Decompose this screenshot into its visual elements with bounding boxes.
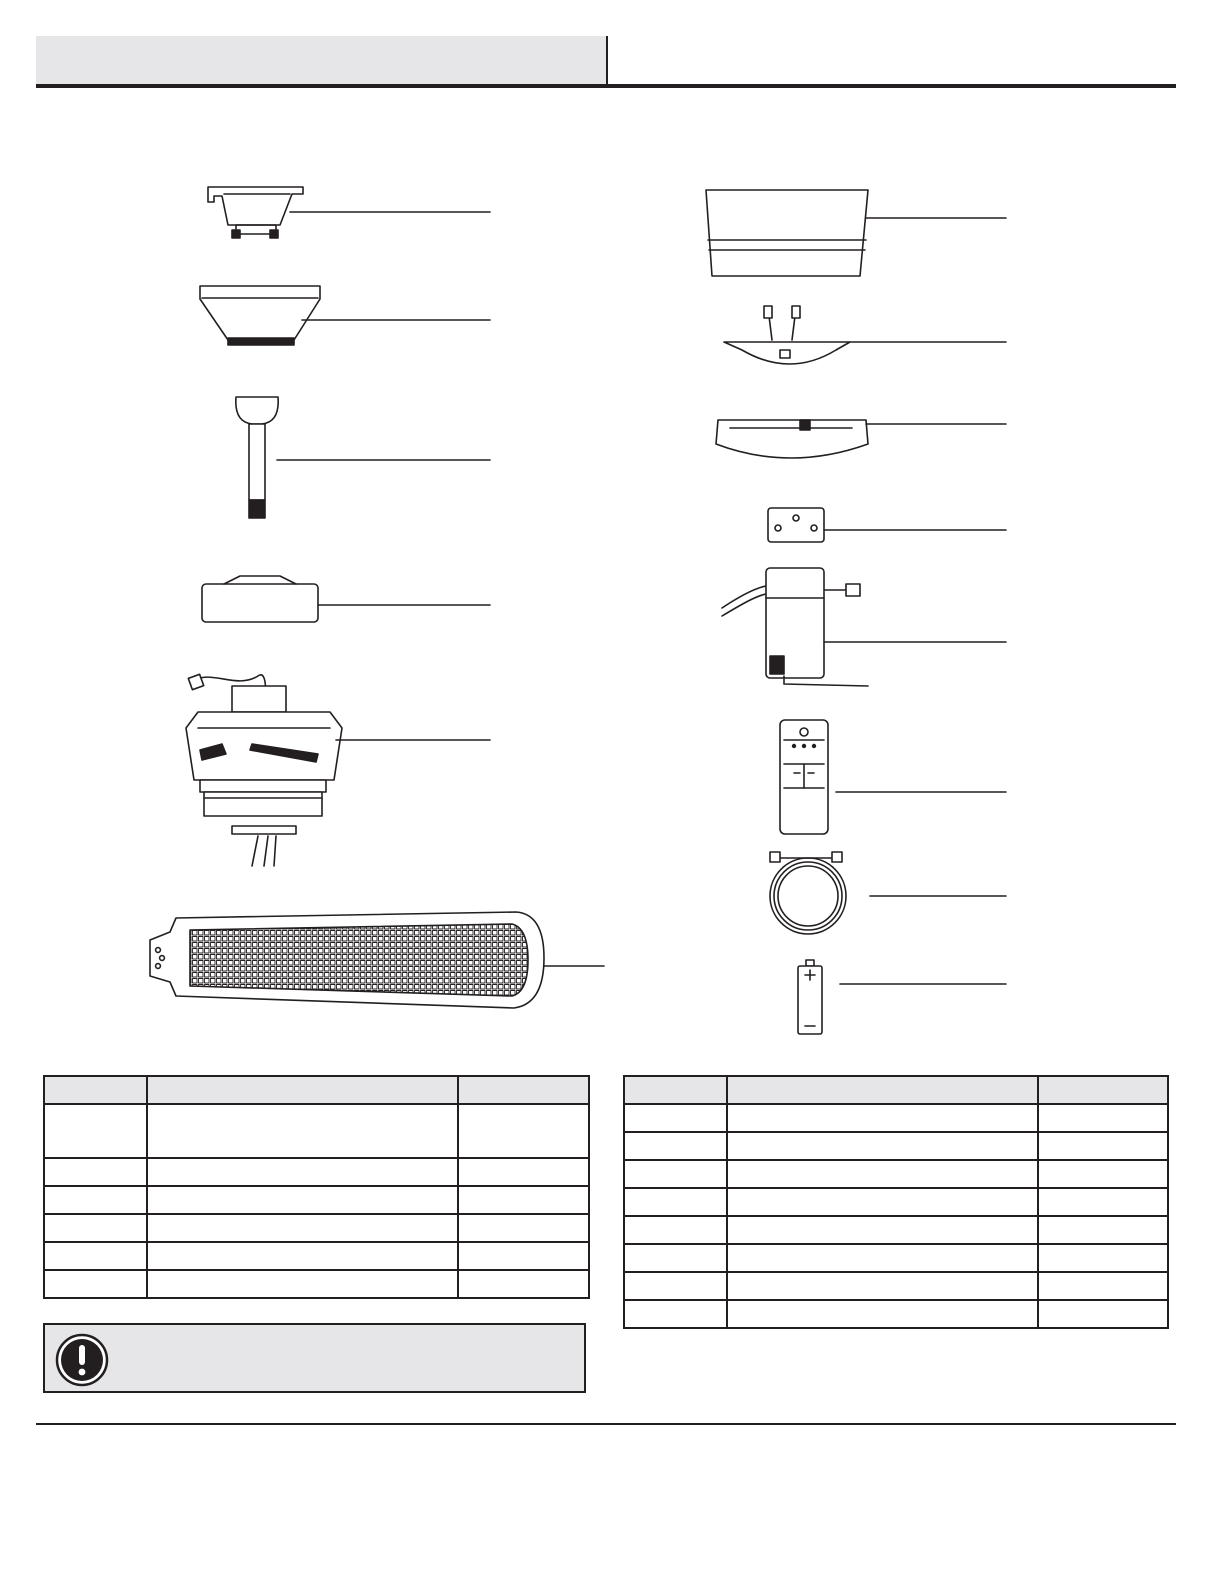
battery-drawing	[798, 960, 1006, 1034]
switch-housing-drawing	[706, 190, 1006, 276]
table-cell	[727, 1160, 1038, 1188]
table-cell	[624, 1272, 727, 1300]
header-cell	[458, 1076, 589, 1104]
table-cell	[624, 1216, 727, 1244]
receiver-drawing	[722, 568, 1006, 686]
coupling-cover-drawing	[202, 576, 490, 622]
table-cell	[1038, 1188, 1168, 1216]
table-cell	[624, 1244, 727, 1272]
table-cell	[1038, 1272, 1168, 1300]
table-row	[44, 1270, 589, 1298]
parts-table-left	[43, 1075, 590, 1299]
table-row	[624, 1104, 1168, 1132]
table-cell	[1038, 1244, 1168, 1272]
table-header-row	[44, 1076, 589, 1104]
table-cell	[624, 1300, 727, 1328]
header-cell	[1038, 1076, 1168, 1104]
table-row	[624, 1272, 1168, 1300]
table-header-row	[624, 1076, 1168, 1104]
table-cell	[147, 1214, 458, 1242]
table-cell	[727, 1188, 1038, 1216]
table-cell	[44, 1186, 147, 1214]
table-cell	[624, 1132, 727, 1160]
parts-table-right	[623, 1075, 1169, 1329]
table-row	[624, 1132, 1168, 1160]
table-row	[624, 1216, 1168, 1244]
table-row	[44, 1104, 589, 1158]
header-cell	[727, 1076, 1038, 1104]
footer-rule	[36, 1423, 1176, 1425]
table-cell	[458, 1186, 589, 1214]
table-cell	[458, 1242, 589, 1270]
table-cell	[44, 1214, 147, 1242]
canopy-drawing	[200, 286, 490, 345]
wire-drawing	[770, 852, 1006, 934]
table-row	[44, 1158, 589, 1186]
table-cell	[458, 1270, 589, 1298]
table-cell	[1038, 1216, 1168, 1244]
table-cell	[44, 1242, 147, 1270]
table-cell	[727, 1216, 1038, 1244]
table-row	[44, 1214, 589, 1242]
table-cell	[624, 1188, 727, 1216]
remote-control-drawing	[780, 720, 1006, 834]
table-cell	[44, 1270, 147, 1298]
table-cell	[1038, 1300, 1168, 1328]
table-cell	[624, 1104, 727, 1132]
downrod-drawing	[236, 397, 490, 518]
mounting-plate-drawing	[768, 508, 1006, 542]
table-cell	[624, 1160, 727, 1188]
table-cell	[727, 1244, 1038, 1272]
exclamation-icon	[55, 1333, 109, 1387]
table-cell	[147, 1242, 458, 1270]
table-row	[624, 1244, 1168, 1272]
header-cell	[44, 1076, 147, 1104]
fan-blade-drawing	[150, 912, 604, 1008]
table-cell	[727, 1104, 1038, 1132]
header-cell	[147, 1076, 458, 1104]
table-cell	[727, 1132, 1038, 1160]
table-cell	[458, 1158, 589, 1186]
mounting-bracket-drawing	[208, 187, 490, 238]
table-row	[624, 1188, 1168, 1216]
table-cell	[1038, 1104, 1168, 1132]
table-cell	[44, 1158, 147, 1186]
table-row	[44, 1186, 589, 1214]
table-cell	[147, 1270, 458, 1298]
table-cell	[147, 1186, 458, 1214]
motor-assembly-drawing	[186, 674, 490, 866]
table-cell	[1038, 1160, 1168, 1188]
notice-box	[43, 1323, 586, 1393]
table-row	[44, 1242, 589, 1270]
table-row	[624, 1160, 1168, 1188]
light-kit-plate-drawing	[724, 306, 1006, 364]
table-cell	[727, 1300, 1038, 1328]
table-cell	[727, 1272, 1038, 1300]
table-cell	[44, 1104, 147, 1158]
table-cell	[1038, 1132, 1168, 1160]
table-cell	[147, 1158, 458, 1186]
header-cell	[624, 1076, 727, 1104]
light-kit-housing-drawing	[716, 420, 1006, 458]
table-cell	[458, 1104, 589, 1158]
table-cell	[458, 1214, 589, 1242]
table-cell	[147, 1104, 458, 1158]
table-row	[624, 1300, 1168, 1328]
